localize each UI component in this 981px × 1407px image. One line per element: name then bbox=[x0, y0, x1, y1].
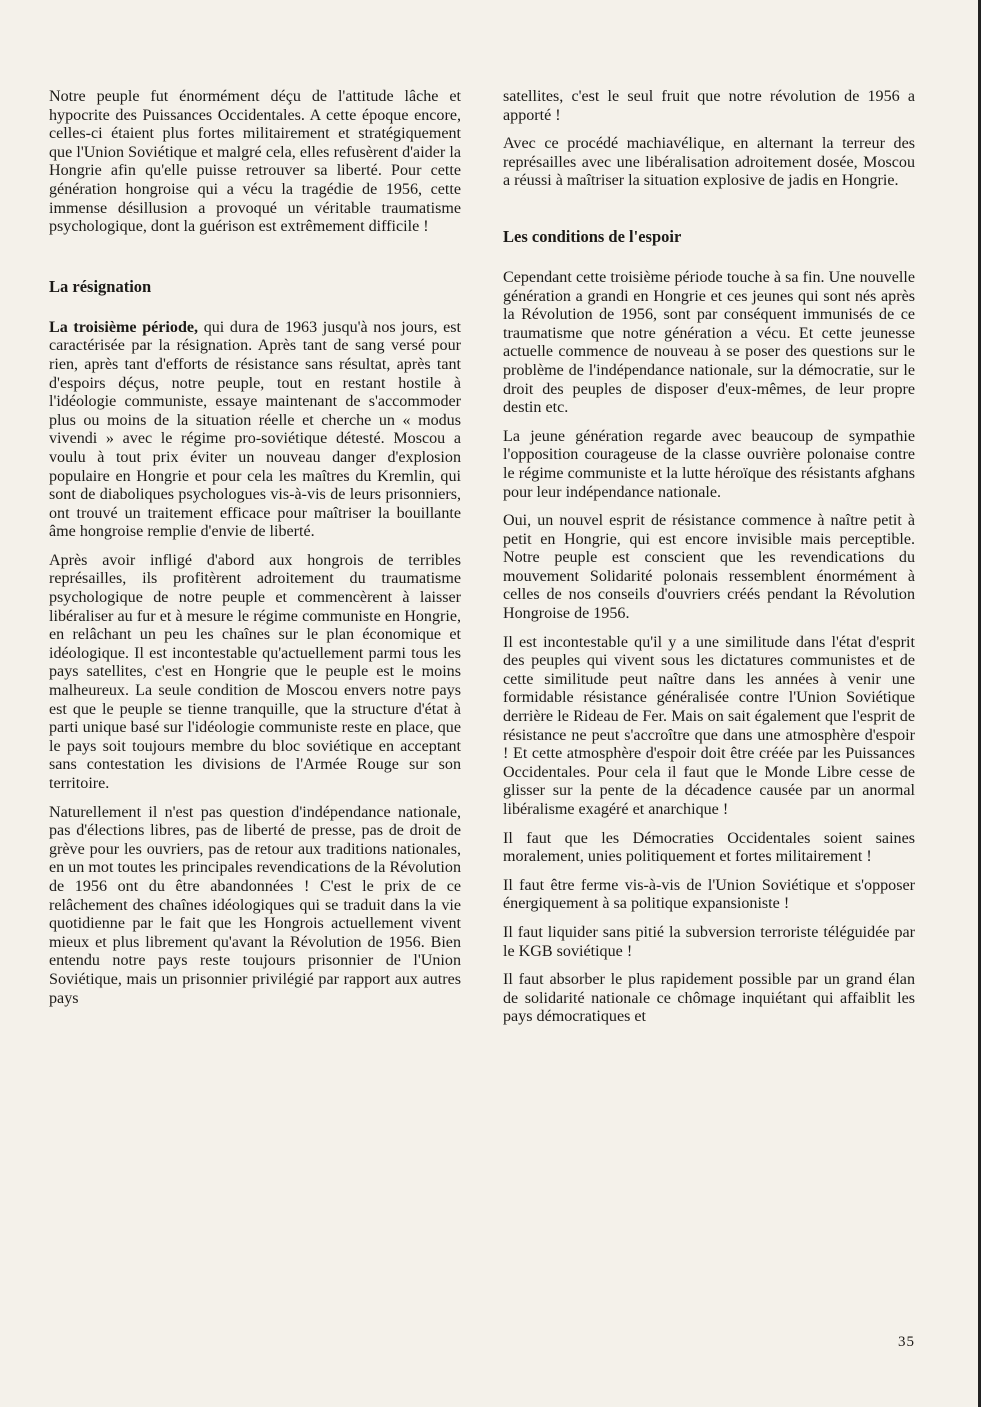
paragraph: Après avoir infligé d'abord aux hongrois de terribles représailles, ils profitèrent adroitement du traumatisme psychologique de notre peuple et commencèrent à laisser libéraliser au fur et à mesure le régime communiste en Hongrie, en relâchant un peu les chaînes sur le plan économique et idéologique. Il est incontestable qu'actuellement parmi tous les pays satellites, c'est en Hongrie que le peuple est le moins malheureux. La seule condition de Moscou envers notre pays est que le peuple se tienne tranquille, que la structure d'état à parti unique basé sur l'idéologie communiste reste en place, que le pays soit toujours membre du bloc soviétique en acceptant sans contestation les divisions de l'Armée Rouge sur son territoire. bbox=[49, 551, 461, 792]
paragraph: Cependant cette troisième période touche à sa fin. Une nouvelle génération a grandi en Hongrie et ces jeunes qui sont nés après la Révolution de 1956, sont par conséquent immunisés de ce traumatisme que notre génération a vécu. Et cette jeunesse actuelle commence de nouveau à se poser des questions sur le problème de l'indépendance nationale, sur la démocratie, sur le droit des peuples de disposer d'eux-mêmes, de leur propre destin etc. bbox=[503, 268, 915, 417]
paragraph-lead: La troisième période, bbox=[49, 318, 199, 336]
section-heading-conditions: Les conditions de l'espoir bbox=[503, 226, 682, 246]
left-column bbox=[49, 88, 461, 1018]
paragraph-text: qui dura de 1963 jusqu'à nos jours, est caractérisée par la résignation. Après tant de sang versé pour rien, après tant d'efforts de résistance sans résultat, après tant d'espoirs déçus, notre peuple, tout en restant hostile à l'idéologie communiste, essaye maintenant de s'accommoder plus ou moins de la situation réelle et cherche un « modus vivendi » avec le régime pro-soviétique détesté. Moscou a voulu à tout prix éviter un nouveau danger d'explosion populaire en Hongrie et pour cela les maîtres du Kremlin, qui sont de diaboliques psychologues vis-à-vis de leurs prisonniers, ont trouvé un traitement efficace pour maîtriser la bouillante âme hongroise remplie d'envie de liberté. bbox=[49, 318, 462, 541]
paragraph: La jeune génération regarde avec beaucoup de sympathie l'opposition courageuse de la classe ouvrière polonaise contre le régime communiste et la lutte héroïque des résistants afghans pour leur indépendance nationale. bbox=[503, 427, 915, 501]
page-number: 35 bbox=[898, 1334, 915, 1350]
paragraph bbox=[49, 319, 461, 542]
right-column bbox=[503, 88, 915, 1037]
paragraph: Notre peuple fut énormément déçu de l'attitude lâche et hypocrite des Puissances Occidentales. A cette époque encore, celles-ci étaient plus fortes militairement et stratégiquement que l'Union Soviétique et malgré cela, elles refusèrent d'aider la Hongrie afin qu'elle puisse retrouver sa liberté. Pour cette génération hongroise qui a vécu la tragédie de 1956, cette immense désillusion a provoqué un véritable traumatisme psychologique, dont la guérison est extrêmement difficile ! bbox=[49, 88, 461, 236]
paragraph: Naturellement il n'est pas question d'indépendance nationale, pas d'élections libres, pas de liberté de presse, pas de droit de grève pour les ouvriers, pas de retour aux traditions nationales, en un mot toutes les principales revendications de la Révolution de 1956 ont du être abandonnées ! C'est le prix de ce relâchement des chaînes idéologiques qui se traduit dans la vie quotidienne par le fait que les Hongrois actuellement vivent mieux et plus librement qu'avant la Révolution de 1956. Bien entendu notre pays reste toujours prisonnier de l'Union Soviétique, mais un prisonnier privilégié par rapport aux autres pays bbox=[49, 803, 461, 1007]
section-heading-resignation: La résignation bbox=[49, 276, 152, 296]
paragraph: Il faut liquider sans pitié la subversion terroriste téléguidée par le KGB soviétique ! bbox=[503, 923, 915, 960]
paragraph: Il faut que les Démocraties Occidentales soient saines moralement, unies politiquement et fortes militairement ! bbox=[503, 829, 915, 866]
paragraph: satellites, c'est le seul fruit que notre révolution de 1956 a apporté ! bbox=[503, 88, 915, 124]
paragraph: Il faut absorber le plus rapidement possible par un grand élan de solidarité nationale ce chômage inquiétant qui affaiblit les pays démocratiques et bbox=[503, 971, 915, 1026]
paragraph: Avec ce procédé machiavélique, en alternant la terreur des représailles avec une libéralisation adroitement dosée, Moscou a réussi à maîtriser la situation explosive de jadis en Hongrie. bbox=[503, 135, 915, 190]
paragraph: Il est incontestable qu'il y a une similitude dans l'état d'esprit des peuples qui vivent sous les dictatures communistes et de cette similitude peut naître dans les années à venir une formidable résistance généralisée contre l'Union Soviétique derrière le Rideau de Fer. Mais on sait également que l'esprit de résistance ne peut s'accroître que dans une atmosphère d'espoir ! Et cette atmosphère d'espoir doit être créée par les Puissances Occidentales. Pour cela il faut que le Monde Libre cesse de glisser sur la pente de la décadence causée par un anormal libéralisme exagéré et anarchique ! bbox=[503, 633, 915, 818]
paragraph: Il faut être ferme vis-à-vis de l'Union Soviétique et s'opposer énergiquement à sa politique expansioniste ! bbox=[503, 876, 915, 913]
paragraph: Oui, un nouvel esprit de résistance commence à naître petit à petit en Hongrie, qui est encore invisible mais perceptible. Notre peuple est conscient que les revendications du mouvement Solidarité polonais ressemblent énormément à celles de nos conseils d'ouvriers créés pendant la Révolution Hongroise de 1956. bbox=[503, 512, 915, 623]
